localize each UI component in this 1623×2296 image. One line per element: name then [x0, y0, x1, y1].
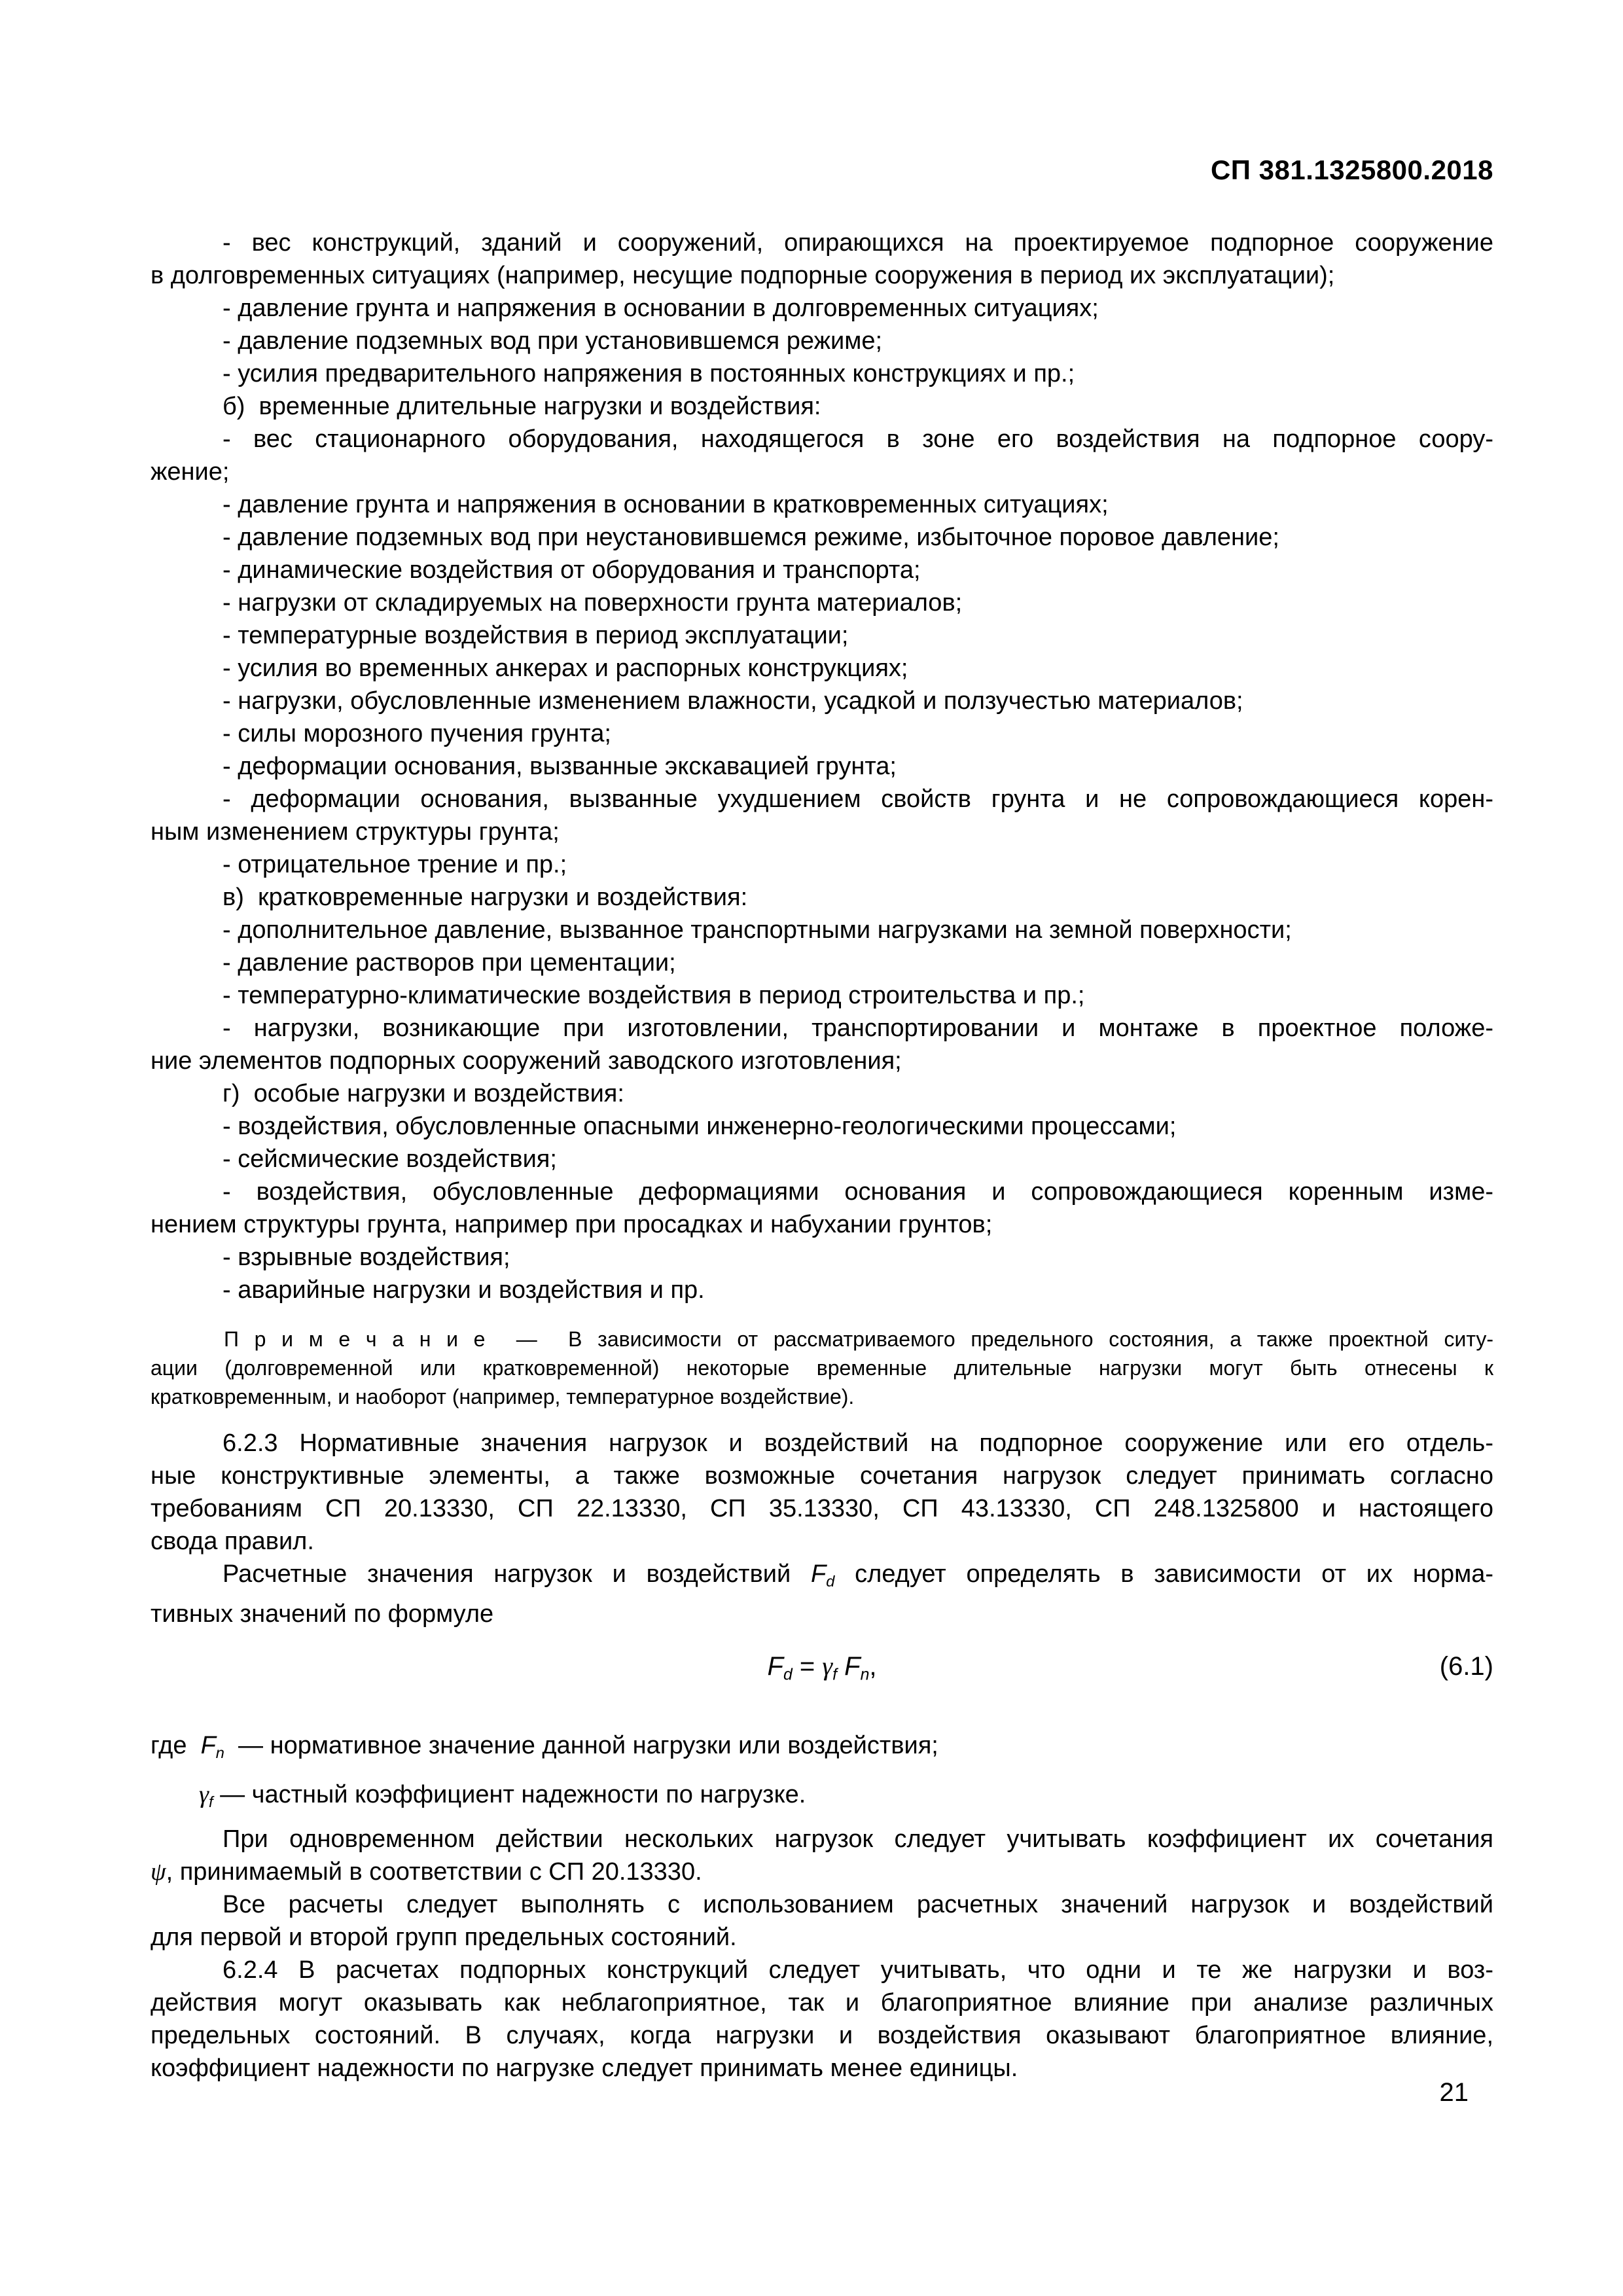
text-line: При одновременном действии нескольких нагрузок следует учитывать коэффициент их сочетания [223, 1825, 1493, 1853]
greek-symbol: γ [199, 1780, 209, 1808]
text-line: нением структуры грунта, например при просадках и набухании грунтов; [151, 1211, 993, 1238]
text-line: предельных состояний. В случаях, когда нагрузки и воздействия оказывают благоприятное влияние, [151, 2021, 1493, 2049]
text-line [151, 1856, 1493, 1888]
list-item [151, 586, 1493, 619]
paragraph [151, 1954, 1493, 2085]
text-line: 6.2.4 В расчетах подпорных конструкций следует учитывать, что одни и те же нагрузки и воз- [223, 1956, 1493, 1984]
list-item [151, 946, 1493, 979]
formula [151, 1647, 1493, 1694]
text-line: П р и м е ч а н и е — В зависимости от рассматриваемого предельного состояния, а также проектной ситу- [224, 1327, 1493, 1351]
list-item [151, 292, 1493, 325]
text-segment: F [767, 1652, 783, 1681]
text-line: - нагрузки, обусловленные изменением влажности, усадкой и ползучестью материалов; [223, 687, 1243, 715]
list-item [151, 226, 1493, 292]
text-segment: F [200, 1731, 216, 1759]
paragraph [151, 1427, 1493, 1558]
text-line: - отрицательное трение и пр.; [223, 851, 567, 878]
text-line: - нагрузки от складируемых на поверхности грунта материалов; [223, 589, 963, 617]
list-item [151, 1274, 1493, 1306]
text-line: коэффициент надежности по нагрузке следует принимать менее единицы. [151, 2054, 1018, 2082]
text-line: - воздействия, обусловленные опасными инженерно-геологическими процессами; [223, 1113, 1177, 1140]
text-segment: , [869, 1652, 877, 1681]
text-line: - воздействия, обусловленные деформациями основания и сопровождающиеся коренным изме- [223, 1178, 1493, 1206]
text-segment: , принимаемый в соответствии с СП 20.13330. [166, 1857, 702, 1886]
list-item [151, 521, 1493, 554]
text-line: - давление подземных вод при установившемся режиме; [223, 327, 883, 355]
text-segment: — частный коэффициент надежности по нагрузке. [213, 1780, 806, 1808]
text-segment: Расчетные значения нагрузок и воздействий [223, 1560, 812, 1588]
list-item [151, 488, 1493, 521]
list-item [151, 1077, 1493, 1110]
list-item [151, 1143, 1493, 1175]
list-item [151, 1241, 1493, 1274]
text-line: - давление грунта и напряжения в основании в долговременных ситуациях; [223, 295, 1099, 322]
text-line: - усилия предварительного напряжения в постоянных конструкциях и пр.; [223, 360, 1075, 387]
list-item [151, 881, 1493, 914]
text-line: - давление растворов при цементации; [223, 949, 676, 977]
list-item [151, 914, 1493, 946]
text-segment: следует определять в зависимости от их норма- [834, 1560, 1493, 1588]
subscript-segment: f [832, 1666, 837, 1684]
text-line: в долговременных ситуациях (например, несущие подпорные сооружения в период их эксплуатации); [151, 262, 1335, 289]
document-code-header: СП 381.1325800.2018 [1210, 154, 1493, 185]
document-content [151, 226, 1493, 2085]
text-line: - аварийные нагрузки и воздействия и пр. [223, 1276, 705, 1304]
text-line: тивных значений по формуле [151, 1600, 494, 1628]
text-line: действия могут оказывать как неблагоприятное, так и благоприятное влияние при анализе различных [151, 1988, 1493, 2017]
text-line: - динамические воздействия от оборудования и транспорта; [223, 556, 921, 584]
text-line: Все расчеты следует выполнять с использованием расчетных значений нагрузок и воздействий [223, 1890, 1493, 1918]
paragraph [151, 1823, 1493, 1888]
text-segment: = [792, 1652, 823, 1681]
text-line: для первой и второй групп предельных состояний. [151, 1923, 737, 1951]
text-line: - силы морозного пучения грунта; [223, 720, 611, 747]
text-line: ные конструктивные элементы, а также возможные сочетания нагрузок следует принимать согласно [151, 1462, 1493, 1490]
list-item [151, 357, 1493, 390]
subscript-segment: n [860, 1666, 870, 1684]
list-item [151, 325, 1493, 357]
list-item [151, 717, 1493, 750]
text-line: - температурно-климатические воздействия в период строительства и пр.; [223, 982, 1085, 1009]
greek-symbol: γ [822, 1651, 833, 1681]
list-item [151, 652, 1493, 685]
list-item [151, 1175, 1493, 1241]
text-segment [837, 1652, 844, 1681]
list-item [151, 554, 1493, 586]
list-item [151, 423, 1493, 488]
text-line: - сейсмические воздействия; [223, 1145, 557, 1173]
text-segment: — нормативное значение данной нагрузки или воздействия; [224, 1731, 938, 1759]
text-line: - взрывные воздействия; [223, 1244, 510, 1271]
text-segment: где [151, 1731, 201, 1759]
formula-expression [151, 1647, 1493, 1694]
list-item [151, 1110, 1493, 1143]
text-line: - дополнительное давление, вызванное транспортными нагрузками на земной поверхности; [223, 916, 1292, 944]
subscript-segment: d [783, 1666, 793, 1684]
page-number: 21 [1439, 2078, 1469, 2107]
text-line: - вес стационарного оборудования, находящегося в зоне его воздействия на подпорное соору- [223, 425, 1493, 453]
text-line: - нагрузки, возникающие при изготовлении, транспортировании и монтаже в проектное положе- [223, 1014, 1493, 1042]
text-line: - деформации основания, вызванные экскавацией грунта; [223, 753, 897, 780]
list-item [151, 685, 1493, 717]
text-segment: F [811, 1560, 827, 1588]
formula-number: (6.1) [1439, 1652, 1493, 1681]
text-line: требованиям СП 20.13330, СП 22.13330, СП 35.13330, СП 43.13330, СП 248.1325800 и настоящего [151, 1495, 1493, 1522]
subscript-segment: n [215, 1744, 224, 1761]
text-line: - вес конструкций, зданий и сооружений, опирающихся на проектируемое подпорное сооружение [223, 229, 1493, 257]
list-item [151, 783, 1493, 848]
text-line [151, 1774, 1493, 1823]
paragraph [151, 1888, 1493, 1954]
text-line: - деформации основания, вызванные ухудшением свойств грунта и не сопровождающиеся корен- [223, 785, 1493, 813]
text-line [151, 1558, 1493, 1598]
list-item [151, 750, 1493, 783]
text-line: - давление грунта и напряжения в основании в кратковременных ситуациях; [223, 491, 1109, 518]
greek-symbol: ψ [151, 1857, 166, 1886]
text-segment: F [844, 1652, 861, 1681]
text-line [151, 1725, 1493, 1774]
text-line: 6.2.3 Нормативные значения нагрузок и воздействий на подпорное сооружение или его отдель- [223, 1429, 1493, 1457]
text-line: б) временные длительные нагрузки и воздействия: [223, 393, 821, 420]
text-line: в) кратковременные нагрузки и воздействия: [223, 884, 748, 911]
list-item [151, 390, 1493, 423]
text-line: ации (долговременной или кратковременной) некоторые временные длительные нагрузки могут быть отнесены к [151, 1356, 1493, 1380]
text-line: свода правил. [151, 1528, 314, 1555]
text-line: ние элементов подпорных сооружений заводского изготовления; [151, 1047, 902, 1075]
list-item [151, 619, 1493, 652]
list-item [151, 979, 1493, 1012]
text-line: ным изменением структуры грунта; [151, 818, 560, 846]
paragraph [151, 1558, 1493, 1630]
text-line: - давление подземных вод при неустановившемся режиме, избыточное поровое давление; [223, 524, 1279, 551]
text-line: кратковременным, и наоборот (например, температурное воздействие). [151, 1385, 855, 1408]
note-paragraph [151, 1325, 1493, 1411]
text-line: - температурные воздействия в период эксплуатации; [223, 622, 849, 649]
subscript-segment: f [208, 1793, 213, 1810]
list-item [151, 848, 1493, 881]
text-line: жение; [151, 458, 230, 486]
where-clause [151, 1725, 1493, 1823]
list-item [151, 1012, 1493, 1077]
subscript-segment: d [826, 1573, 835, 1590]
text-line: - усилия во временных анкерах и распорных конструкциях; [223, 655, 908, 682]
text-line: г) особые нагрузки и воздействия: [223, 1080, 624, 1107]
